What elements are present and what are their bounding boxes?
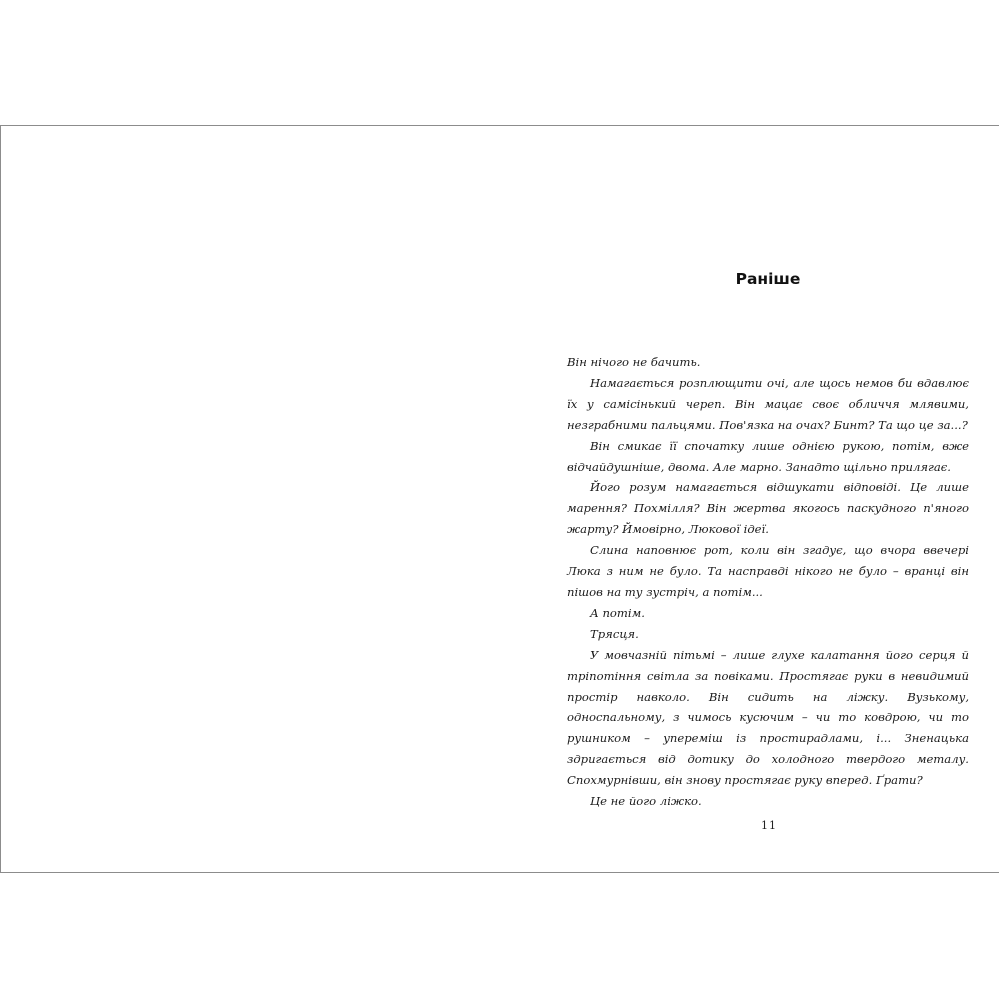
left-page-blank [0,125,500,873]
chapter-title: Раніше [735,270,801,288]
paragraph: А потім. [590,605,645,620]
paragraph: Він смикає її спочатку лише однією рукою, потім, вже відчайдушніше, двома. Але марно. Занадто щільно прилягає. [567,438,969,474]
paragraph: Це не його ліжко. [590,794,702,809]
body-text [567,352,969,812]
paragraph: Він нічого не бачить. [567,355,701,369]
paragraph: Слина наповнює рот, коли він згадує, що вчора ввечері Люка з ним не було. Та насправді нікого не було – вранці він пішов на ту зустріч, а потім... [567,543,969,599]
paragraph: У мовчазній пітьмі – лише глухе калатання його серця й тріпотіння світла за повіками. Простягає руки в невидимий простір навколо. Він сидить на ліжку. Вузькому, односпальному, з чимось кусючим – чи то ковдрою, чи то рушником – упереміш із простирадлами, і... Зненацька здригається від дотику до холодного твердого металу. Спохмурнівши, він знову простягає руку вперед. Ґрати? [567,647,969,788]
paragraph: Його розум намагається відшукати відповіді. Це лише марення? Похмілля? Він жертва якогось паскудного п'яного жарту? Ймовірно, Люкової ідеї. [567,480,969,537]
paragraph: Трясця. [590,626,639,641]
page-number: 11 [761,819,777,832]
paragraph: Намагається розплющити очі, але щось немов би вдавлює їх у самісінький череп. Він мацає своє обличчя млявими, незграбними пальцями. Пов'язка на очах? Бинт? Та що це за...? [567,375,969,432]
